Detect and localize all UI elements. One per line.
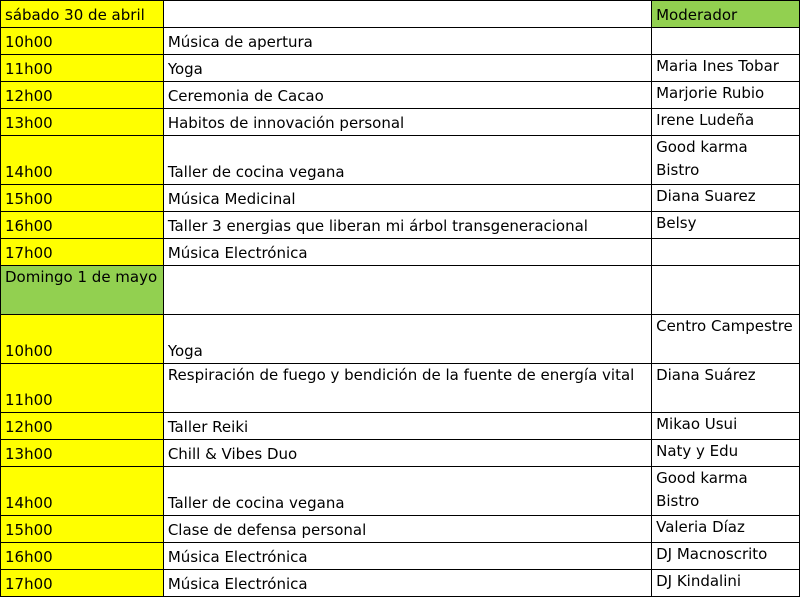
moderator-header-cell[interactable]: Moderador bbox=[652, 1, 800, 28]
moderator-cell[interactable]: Diana Suárez bbox=[652, 364, 800, 413]
time-cell[interactable]: 17h00 bbox=[1, 570, 164, 597]
time-cell[interactable]: 15h00 bbox=[1, 516, 164, 543]
table-row bbox=[1, 467, 800, 516]
table-row bbox=[1, 543, 800, 570]
table-row bbox=[1, 413, 800, 440]
moderator-cell[interactable]: Marjorie Rubio bbox=[652, 82, 800, 109]
moderator-cell[interactable]: Diana Suarez bbox=[652, 185, 800, 212]
moderator-cell[interactable]: Good karma Bistro bbox=[652, 136, 800, 185]
time-cell[interactable]: 12h00 bbox=[1, 413, 164, 440]
time-cell[interactable]: 16h00 bbox=[1, 543, 164, 570]
table-row bbox=[1, 82, 800, 109]
table-row bbox=[1, 55, 800, 82]
table-row bbox=[1, 212, 800, 239]
activity-cell[interactable]: Música Electrónica bbox=[163, 239, 651, 266]
time-cell[interactable]: 16h00 bbox=[1, 212, 164, 239]
activity-cell[interactable]: Chill & Vibes Duo bbox=[163, 440, 651, 467]
time-cell[interactable]: 17h00 bbox=[1, 239, 164, 266]
moderator-cell[interactable]: Centro Campestre bbox=[652, 315, 800, 364]
moderator-cell[interactable]: Naty y Edu bbox=[652, 440, 800, 467]
time-cell[interactable]: 10h00 bbox=[1, 28, 164, 55]
moderator-cell[interactable] bbox=[652, 266, 800, 315]
time-cell[interactable]: 15h00 bbox=[1, 185, 164, 212]
activity-cell[interactable]: Clase de defensa personal bbox=[163, 516, 651, 543]
activity-header-cell[interactable] bbox=[163, 1, 651, 28]
time-cell[interactable]: 11h00 bbox=[1, 55, 164, 82]
activity-cell[interactable]: Música Electrónica bbox=[163, 543, 651, 570]
moderator-cell[interactable]: DJ Kindalini bbox=[652, 570, 800, 597]
table-row bbox=[1, 136, 800, 185]
moderator-cell[interactable]: Mikao Usui bbox=[652, 413, 800, 440]
activity-cell[interactable]: Música Medicinal bbox=[163, 185, 651, 212]
day2-header-row bbox=[1, 266, 800, 315]
table-row bbox=[1, 109, 800, 136]
day2-header-cell[interactable]: Domingo 1 de mayo bbox=[1, 266, 164, 315]
time-cell[interactable]: 10h00 bbox=[1, 315, 164, 364]
table-row bbox=[1, 315, 800, 364]
table-row bbox=[1, 239, 800, 266]
day1-header-cell[interactable]: sábado 30 de abril bbox=[1, 1, 164, 28]
table-row bbox=[1, 570, 800, 597]
activity-cell[interactable]: Música Electrónica bbox=[163, 570, 651, 597]
table-row bbox=[1, 516, 800, 543]
activity-cell[interactable]: Taller de cocina vegana bbox=[163, 136, 651, 185]
table-row bbox=[1, 440, 800, 467]
activity-cell[interactable]: Taller 3 energias que liberan mi árbol transgeneracional bbox=[163, 212, 651, 239]
time-cell[interactable]: 13h00 bbox=[1, 440, 164, 467]
time-cell[interactable]: 12h00 bbox=[1, 82, 164, 109]
moderator-cell[interactable]: Maria Ines Tobar bbox=[652, 55, 800, 82]
activity-cell[interactable]: Yoga bbox=[163, 55, 651, 82]
activity-cell[interactable]: Ceremonia de Cacao bbox=[163, 82, 651, 109]
table-row bbox=[1, 28, 800, 55]
activity-cell[interactable]: Respiración de fuego y bendición de la fuente de energía vital bbox=[163, 364, 651, 413]
time-cell[interactable]: 13h00 bbox=[1, 109, 164, 136]
table-row bbox=[1, 364, 800, 413]
moderator-cell[interactable]: Irene Ludeña bbox=[652, 109, 800, 136]
moderator-cell[interactable]: Good karma Bistro bbox=[652, 467, 800, 516]
table-row bbox=[1, 185, 800, 212]
time-cell[interactable]: 11h00 bbox=[1, 364, 164, 413]
moderator-cell[interactable]: Valeria Díaz bbox=[652, 516, 800, 543]
activity-cell[interactable]: Música de apertura bbox=[163, 28, 651, 55]
moderator-cell[interactable]: Belsy bbox=[652, 212, 800, 239]
activity-cell[interactable]: Taller Reiki bbox=[163, 413, 651, 440]
moderator-cell[interactable] bbox=[652, 28, 800, 55]
header-row bbox=[1, 1, 800, 28]
activity-cell[interactable]: Yoga bbox=[163, 315, 651, 364]
activity-cell[interactable]: Taller de cocina vegana bbox=[163, 467, 651, 516]
activity-cell[interactable] bbox=[163, 266, 651, 315]
moderator-cell[interactable]: DJ Macnoscrito bbox=[652, 543, 800, 570]
time-cell[interactable]: 14h00 bbox=[1, 136, 164, 185]
moderator-cell[interactable] bbox=[652, 239, 800, 266]
activity-cell[interactable]: Habitos de innovación personal bbox=[163, 109, 651, 136]
time-cell[interactable]: 14h00 bbox=[1, 467, 164, 516]
